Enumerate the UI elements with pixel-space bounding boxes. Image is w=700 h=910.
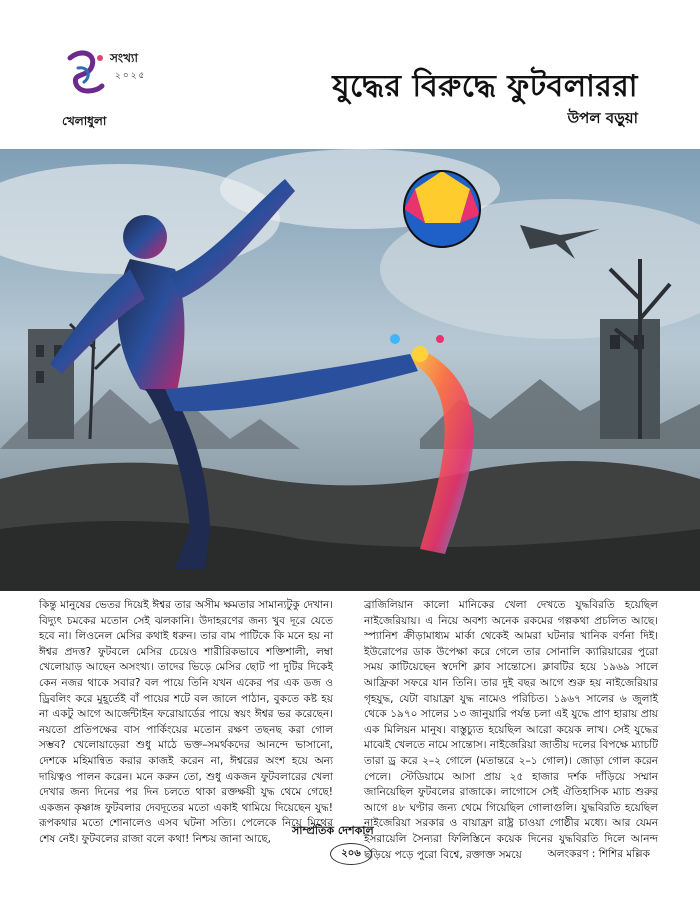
body-text-right: ব্রাজিলিয়ান কালো মানিকের খেলা দেখতে যুদ্ধবিরতি হয়েছিল নাইজেরিয়ায়। এ নিয়ে অবশ্য অনেক রকমের গল্পকথা প্রচলিত আছে। স্প্যানিশ ক্রীড়ামাধ্যম মার্কা থেকেই আমরা ঘটনার খানিক বর্ণনা দিই। ইউরোপের ডাক উপেক্ষা করে গেলে তার সোনালি ক্যারিয়ারের পুরো সময় কাটিয়েছেন স্বদেশি ক্লাব সান্তোসে। ক্লাবটির হয়ে ১৯৬৯ সালে আফ্রিকা সফরে যান তিনি। তার দুই বছর আগে শুরু হয় নাইজেরিয়ার গৃহযুদ্ধ, যেটা বায়াফ্রা যুদ্ধ নামেও পরিচিত। ১৯৬৭ সালের ৬ জুলাই থেকে ১৯৭০ সালের ১৩ জানুয়ারি পর্যন্ত চলা এই যুদ্ধে প্রাণ হারায় প্রায় এক মিলিয়ন মানুষ। বাস্তুচ্যুত হয়েছিল আরো কয়েক লাখ। সেই যুদ্ধের মাঝেই খেলতে নামে সান্তোস। নাইজেরিয়া জাতীয় দলের বিপক্ষে ম্যাচটি তারা ড্র করে ২–২ গোলে (মতান্তরে ২–১ গোল)। জোড়া গোল করেন পেলে। স্টেডিয়ামে আসা প্রায় ২৫ হাজার দর্শক দাঁড়িয়ে সম্মান জানিয়েছিল ফুটবলের রাজাকে। লাগোসে সেই ঐতিহাসিক ম্যাচ শুরুর আগে ৪৮ ঘণ্টার জন্য থেমে গিয়েছিল গোলাগুলি। যুদ্ধবিরতি হয়েছিল নাইজেরিয়া সরকার ও বায়াফ্রা রাষ্ট্র চাওয়া গোষ্ঠীর মধ্যে। আর যেমন ইসরায়েলি সৈন্যরা ফিলিস্তিনে কয়েক দিনের যুদ্ধবিরতি দিলে আনন্দ ছড়িয়ে পড়ে পুরো বিশ্বে, রক্তাক্ত সময়ে [364, 599, 658, 861]
body-column-right [364, 598, 658, 863]
footballer-kicking-ball-icon [0, 149, 700, 591]
logo-year: ২০২৫ [115, 71, 147, 81]
section-label: খেলাধুলা [62, 114, 107, 128]
hero-illustration [0, 149, 700, 591]
footer-brand: সাম্প্রতিক দেশকাল [292, 824, 374, 837]
article-title: যুদ্ধের বিরুদ্ধে ফুটবলাররা [332, 69, 638, 104]
article-author: উপল বড়ুয়া [567, 109, 638, 127]
illustration-credit: অলংকরণ : শিশির মল্লিক [547, 848, 650, 860]
body-column-left [39, 598, 333, 848]
logo-word: সংখ্যা [110, 51, 138, 65]
page-number: ২০৬ [330, 843, 372, 865]
logo-mark-icon [62, 48, 110, 108]
body-text-left: কিন্তু মানুষের ভেতর দিয়েই ঈশ্বর তার অসীম ক্ষমতার সামান্যটুকু দেখান। বিদ্যুৎ চমকের মতোন সেই ঝলকানি। উদাহরণের জন্য খুব দূরে যেতে হবে না। লিওনেল মেসির কথাই ধরুন। তার বাম পাটিকে কি মনে হয় না ঈশ্বর প্রদত্ত? ফুটবলে মেসির চেয়েও শারীরিকভাবে শক্তিশালী, লম্বা খেলোয়াড় আছেন অসংখ্য। তাদের ভিড়ে মেসির ছোট পা দুটির দিকেই কেন নজর থাকে সবার? বল পায়ে তিনি যখন একের পর এক ডজ ও ড্রিবলিং করে মুহূর্তেই বাঁ পায়ের শটে বল জালে পাঠান, বুকতে কষ্ট হয় না একটু আগে আর্জেন্টাইন ফরোয়ার্ডের পায়ে স্বয়ং ঈশ্বর ভর করেছেন। নয়তো প্রতিপক্ষের বাস পার্কিংয়ের মতোন রক্ষণ তছনছ করা গোল সম্ভব? খেলোয়াড়েরা শুধু মাঠে ভক্ত–সমর্থকদের আনন্দে ভাসানো, দেশকে মহিমান্বিত করার কাজই করেন না, ঈশ্বরের অংশ হয়ে অন্য দায়িত্বও পালন করেন। মনে করুন তো, শুধু একজন ফুটবলারের খেলা দেখার জন্য দিনের পর দিন চলতে থাকা রক্তক্ষয়ী যুদ্ধ থেমে গেছে! একজন কৃষ্ণাঙ্গ ফুটবলার দেবদূতের মতো একাই থামিয়ে দিয়েছেন যুদ্ধ! রূপকথার মতো শোনালেও এসব ঘটনা সত্যি। পেলেকে নিয়ে মিথের শেষ নেই। ফুটবলের রাজা বলে কথা! নিশ্চয় জানা আছে, [39, 599, 333, 845]
magazine-logo [62, 48, 172, 120]
